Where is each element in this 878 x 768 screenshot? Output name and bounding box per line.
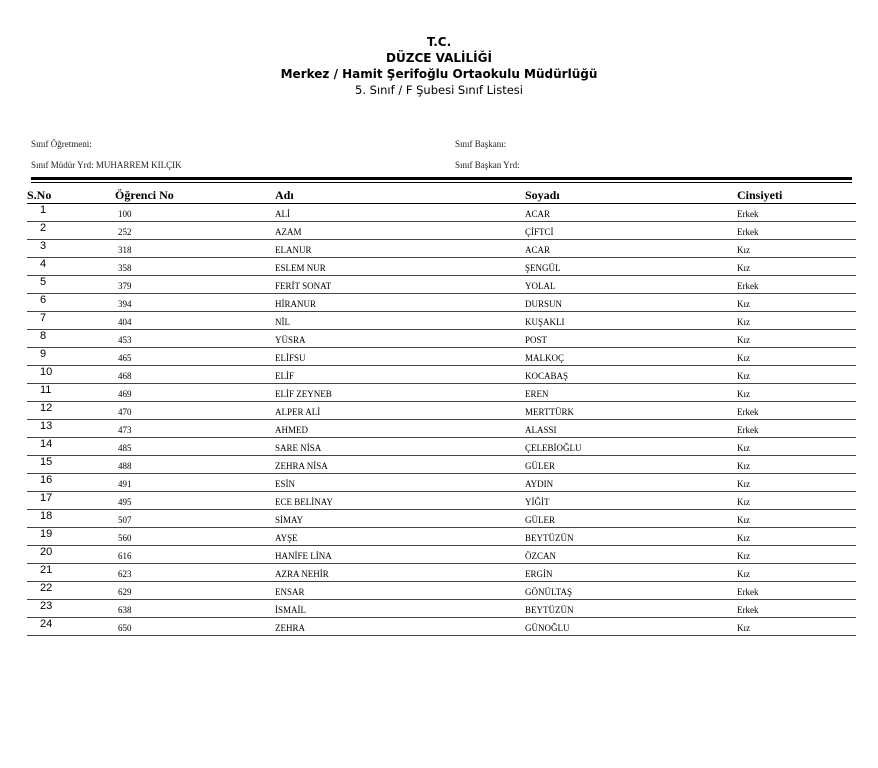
cell-sno: 1 (27, 204, 115, 222)
cell-name (275, 258, 525, 276)
cell-name-text: ALPER ALİ (275, 407, 321, 417)
cell-surname-text: YİĞİT (525, 497, 550, 507)
cell-name-text: ZEHRA NİSA (275, 461, 328, 471)
cell-student-no-text: 485 (118, 443, 132, 453)
class-teacher-label: Sınıf Öğretmeni: (31, 139, 92, 149)
cell-name-text: AZAM (275, 227, 302, 237)
cell-name (275, 366, 525, 384)
cell-name-text: SİMAY (275, 515, 304, 525)
cell-student-no-text: 379 (118, 281, 132, 291)
cell-surname (525, 222, 737, 240)
cell-student-no (115, 546, 275, 564)
cell-gender-text: Kız (737, 317, 750, 327)
cell-name-text: ZEHRA (275, 623, 305, 633)
cell-student-no-text: 318 (118, 245, 132, 255)
column-header-surname: Soyadı (525, 187, 737, 204)
cell-student-no-text: 650 (118, 623, 132, 633)
cell-gender (737, 312, 856, 330)
cell-name-text: SARE NİSA (275, 443, 322, 453)
cell-name (275, 420, 525, 438)
cell-surname-text: MALKOÇ (525, 353, 565, 363)
cell-sno: 10 (27, 366, 115, 384)
table-row (27, 384, 856, 402)
cell-student-no-text: 465 (118, 353, 132, 363)
cell-surname (525, 582, 737, 600)
cell-gender-text: Kız (737, 353, 750, 363)
cell-surname (525, 438, 737, 456)
cell-surname (525, 528, 737, 546)
cell-name-text: AYŞE (275, 533, 298, 543)
cell-surname-text: ŞENGÜL (525, 263, 561, 273)
cell-name-text: ELİF ZEYNEB (275, 389, 332, 399)
cell-student-no-text: 616 (118, 551, 132, 561)
cell-student-no (115, 330, 275, 348)
cell-name-text: AZRA NEHİR (275, 569, 329, 579)
cell-gender-text: Kız (737, 443, 750, 453)
cell-surname-text: ERGİN (525, 569, 553, 579)
cell-student-no (115, 240, 275, 258)
cell-student-no (115, 456, 275, 474)
cell-student-no (115, 402, 275, 420)
cell-sno: 22 (27, 582, 115, 600)
cell-name (275, 618, 525, 636)
table-row (27, 240, 856, 258)
cell-student-no (115, 204, 275, 222)
cell-name-text: ALİ (275, 209, 290, 219)
cell-surname-text: YOLAL (525, 281, 556, 291)
cell-sno: 4 (27, 258, 115, 276)
header-divider-thin (31, 182, 852, 183)
table-row (27, 438, 856, 456)
cell-gender-text: Kız (737, 515, 750, 525)
cell-gender-text: Erkek (737, 281, 759, 291)
cell-sno: 20 (27, 546, 115, 564)
cell-name-text: HİRANUR (275, 299, 317, 309)
cell-surname-text: ACAR (525, 245, 551, 255)
cell-gender-text: Kız (737, 299, 750, 309)
cell-gender-text: Erkek (737, 209, 759, 219)
table-row (27, 276, 856, 294)
cell-sno: 9 (27, 348, 115, 366)
cell-name (275, 348, 525, 366)
cell-gender (737, 420, 856, 438)
column-header-gender: Cinsiyeti (737, 187, 856, 204)
cell-gender (737, 618, 856, 636)
cell-surname-text: ACAR (525, 209, 551, 219)
cell-sno: 14 (27, 438, 115, 456)
cell-surname (525, 474, 737, 492)
cell-student-no-text: 394 (118, 299, 132, 309)
cell-name-text: AHMED (275, 425, 308, 435)
cell-gender (737, 582, 856, 600)
cell-student-no-text: 491 (118, 479, 132, 489)
vice-principal-label: Sınıf Müdür Yrd: MUHARREM KILÇIK (31, 160, 182, 170)
cell-student-no (115, 384, 275, 402)
cell-name (275, 276, 525, 294)
cell-name (275, 492, 525, 510)
cell-sno: 3 (27, 240, 115, 258)
cell-sno: 6 (27, 294, 115, 312)
table-row (27, 582, 856, 600)
cell-student-no (115, 312, 275, 330)
cell-surname (525, 276, 737, 294)
cell-gender (737, 510, 856, 528)
cell-student-no-text: 623 (118, 569, 132, 579)
cell-gender-text: Kız (737, 263, 750, 273)
cell-name-text: ESİN (275, 479, 295, 489)
cell-student-no-text: 358 (118, 263, 132, 273)
cell-surname-text: GÖNÜLTAŞ (525, 587, 572, 597)
cell-gender (737, 276, 856, 294)
cell-surname (525, 564, 737, 582)
cell-surname (525, 258, 737, 276)
cell-student-no-text: 404 (118, 317, 132, 327)
cell-name (275, 438, 525, 456)
cell-surname (525, 420, 737, 438)
cell-name-text: ECE BELİNAY (275, 497, 333, 507)
table-row (27, 492, 856, 510)
table-row (27, 294, 856, 312)
cell-gender (737, 564, 856, 582)
cell-student-no (115, 600, 275, 618)
cell-name (275, 582, 525, 600)
cell-name (275, 312, 525, 330)
student-list-table (27, 187, 856, 636)
cell-name (275, 240, 525, 258)
cell-surname (525, 348, 737, 366)
class-vice-president-label: Sınıf Başkan Yrd: (455, 160, 520, 170)
cell-surname (525, 240, 737, 258)
cell-gender-text: Kız (737, 497, 750, 507)
table-row (27, 474, 856, 492)
cell-name-text: YÜSRA (275, 335, 306, 345)
cell-surname-text: ALASSI (525, 425, 557, 435)
cell-student-no (115, 582, 275, 600)
cell-student-no-text: 507 (118, 515, 132, 525)
cell-student-no-text: 488 (118, 461, 132, 471)
cell-gender (737, 492, 856, 510)
cell-surname-text: ÖZCAN (525, 551, 556, 561)
cell-surname-text: GÜLER (525, 515, 555, 525)
cell-surname-text: GÜLER (525, 461, 555, 471)
cell-name-text: ENSAR (275, 587, 305, 597)
cell-student-no (115, 348, 275, 366)
cell-gender-text: Erkek (737, 605, 759, 615)
cell-student-no (115, 438, 275, 456)
table-header-row (27, 187, 856, 204)
cell-sno: 5 (27, 276, 115, 294)
cell-student-no (115, 564, 275, 582)
cell-name (275, 564, 525, 582)
cell-surname (525, 618, 737, 636)
cell-gender (737, 348, 856, 366)
cell-surname-text: DURSUN (525, 299, 563, 309)
cell-name (275, 528, 525, 546)
cell-surname-text: GÜNOĞLU (525, 623, 570, 633)
cell-surname (525, 546, 737, 564)
cell-surname-text: BEYTÜZÜN (525, 605, 574, 615)
cell-sno: 8 (27, 330, 115, 348)
cell-student-no-text: 453 (118, 335, 132, 345)
cell-name (275, 546, 525, 564)
table-row (27, 456, 856, 474)
cell-student-no-text: 468 (118, 371, 132, 381)
cell-name-text: ELANUR (275, 245, 312, 255)
cell-student-no (115, 420, 275, 438)
cell-name (275, 330, 525, 348)
cell-gender (737, 330, 856, 348)
cell-surname-text: ÇELEBİOĞLU (525, 443, 582, 453)
cell-student-no (115, 258, 275, 276)
cell-sno: 21 (27, 564, 115, 582)
cell-surname (525, 492, 737, 510)
cell-sno: 16 (27, 474, 115, 492)
cell-name (275, 204, 525, 222)
header-tc: T.C. (426, 35, 452, 49)
cell-sno: 24 (27, 618, 115, 636)
cell-student-no-text: 100 (118, 209, 132, 219)
cell-gender (737, 222, 856, 240)
cell-gender-text: Kız (737, 623, 750, 633)
table-row (27, 510, 856, 528)
cell-gender (737, 600, 856, 618)
table-row (27, 330, 856, 348)
cell-sno: 12 (27, 402, 115, 420)
header-governorship: DÜZCE VALİLİĞİ (386, 51, 492, 65)
table-row (27, 618, 856, 636)
cell-surname (525, 294, 737, 312)
table-row (27, 348, 856, 366)
table-row (27, 528, 856, 546)
table-row (27, 402, 856, 420)
cell-surname-text: MERTTÜRK (525, 407, 574, 417)
cell-surname (525, 312, 737, 330)
cell-surname (525, 402, 737, 420)
column-header-name: Adı (275, 187, 525, 204)
cell-sno: 11 (27, 384, 115, 402)
cell-student-no (115, 528, 275, 546)
column-header-student-no: Öğrenci No (115, 187, 275, 204)
cell-sno: 15 (27, 456, 115, 474)
cell-gender-text: Erkek (737, 425, 759, 435)
cell-name-text: NİL (275, 317, 290, 327)
table-row (27, 258, 856, 276)
table-row (27, 312, 856, 330)
cell-gender-text: Kız (737, 371, 750, 381)
cell-gender-text: Kız (737, 245, 750, 255)
cell-surname-text: EREN (525, 389, 549, 399)
cell-name (275, 222, 525, 240)
cell-sno: 7 (27, 312, 115, 330)
cell-gender (737, 456, 856, 474)
cell-sno: 2 (27, 222, 115, 240)
cell-name (275, 456, 525, 474)
cell-gender (737, 366, 856, 384)
cell-surname-text: POST (525, 335, 548, 345)
table-row (27, 546, 856, 564)
cell-gender-text: Kız (737, 569, 750, 579)
document-header (0, 34, 878, 98)
cell-name-text: İSMAİL (275, 605, 306, 615)
cell-student-no-text: 638 (118, 605, 132, 615)
cell-name-text: HANİFE LİNA (275, 551, 332, 561)
cell-gender (737, 258, 856, 276)
cell-surname (525, 330, 737, 348)
cell-gender (737, 546, 856, 564)
cell-gender (737, 294, 856, 312)
cell-student-no (115, 618, 275, 636)
cell-gender (737, 204, 856, 222)
cell-gender-text: Kız (737, 389, 750, 399)
cell-gender-text: Erkek (737, 227, 759, 237)
cell-student-no (115, 222, 275, 240)
cell-student-no-text: 252 (118, 227, 132, 237)
cell-student-no (115, 294, 275, 312)
cell-name (275, 402, 525, 420)
cell-gender-text: Kız (737, 335, 750, 345)
header-divider-thick (31, 177, 852, 180)
cell-student-no-text: 469 (118, 389, 132, 399)
header-class-list-title: 5. Sınıf / F Şubesi Sınıf Listesi (355, 83, 523, 97)
cell-name-text: ELİFSU (275, 353, 306, 363)
cell-name-text: ESLEM NUR (275, 263, 326, 273)
table-row (27, 204, 856, 222)
header-school: Merkez / Hamit Şerifoğlu Ortaokulu Müdürlüğü (280, 67, 598, 81)
cell-gender-text: Kız (737, 479, 750, 489)
cell-surname-text: KOCABAŞ (525, 371, 569, 381)
table-row (27, 600, 856, 618)
cell-surname (525, 384, 737, 402)
cell-name-text: FERİT SONAT (275, 281, 332, 291)
cell-student-no-text: 495 (118, 497, 132, 507)
class-president-label: Sınıf Başkanı: (455, 139, 507, 149)
cell-surname (525, 600, 737, 618)
cell-student-no (115, 510, 275, 528)
cell-sno: 19 (27, 528, 115, 546)
cell-gender-text: Erkek (737, 587, 759, 597)
cell-sno: 17 (27, 492, 115, 510)
cell-gender (737, 402, 856, 420)
cell-student-no-text: 473 (118, 425, 132, 435)
cell-gender (737, 528, 856, 546)
cell-name (275, 474, 525, 492)
cell-name (275, 510, 525, 528)
cell-surname (525, 510, 737, 528)
cell-student-no (115, 366, 275, 384)
cell-student-no-text: 560 (118, 533, 132, 543)
cell-surname-text: ÇİFTCİ (525, 227, 554, 237)
cell-sno: 23 (27, 600, 115, 618)
cell-student-no (115, 276, 275, 294)
cell-gender-text: Erkek (737, 407, 759, 417)
cell-name (275, 384, 525, 402)
cell-sno: 13 (27, 420, 115, 438)
cell-surname (525, 366, 737, 384)
cell-surname-text: KUŞAKLI (525, 317, 565, 327)
cell-gender-text: Kız (737, 533, 750, 543)
cell-name (275, 600, 525, 618)
cell-surname-text: BEYTÜZÜN (525, 533, 574, 543)
cell-surname-text: AYDIN (525, 479, 554, 489)
cell-name (275, 294, 525, 312)
cell-gender-text: Kız (737, 461, 750, 471)
table-row (27, 420, 856, 438)
cell-sno: 18 (27, 510, 115, 528)
cell-gender (737, 240, 856, 258)
cell-student-no (115, 492, 275, 510)
table-row (27, 222, 856, 240)
cell-student-no-text: 629 (118, 587, 132, 597)
table-row (27, 564, 856, 582)
cell-surname (525, 456, 737, 474)
table-row (27, 366, 856, 384)
cell-gender (737, 474, 856, 492)
cell-student-no (115, 474, 275, 492)
cell-surname (525, 204, 737, 222)
cell-gender (737, 384, 856, 402)
cell-gender-text: Kız (737, 551, 750, 561)
cell-gender (737, 438, 856, 456)
cell-student-no-text: 470 (118, 407, 132, 417)
column-header-sno: S.No (27, 187, 115, 204)
cell-name-text: ELİF (275, 371, 294, 381)
